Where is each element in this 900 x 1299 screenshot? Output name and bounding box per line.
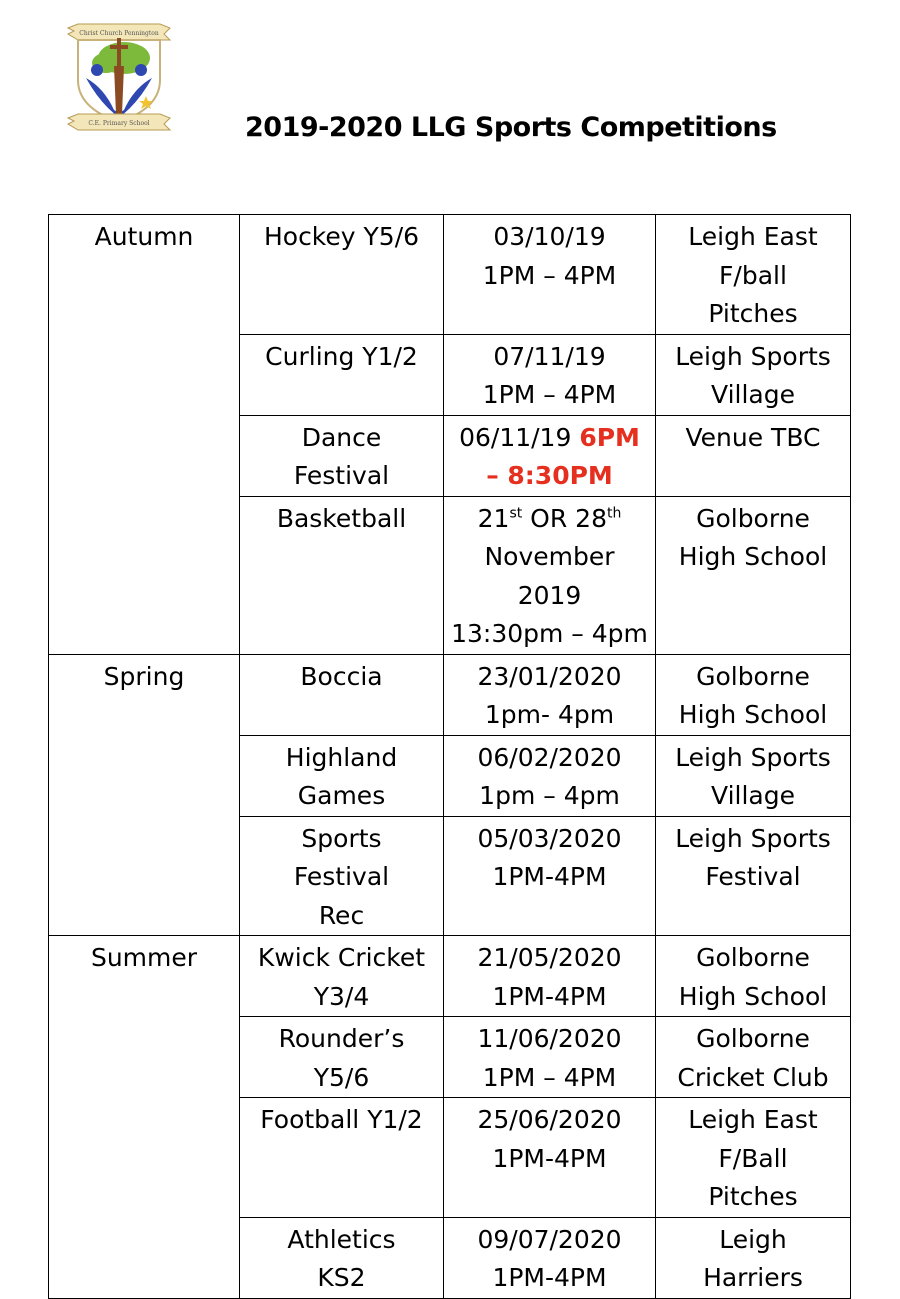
venue-text: Harriers — [703, 1263, 803, 1292]
date-cell — [444, 215, 656, 335]
venue-text: Leigh Sports — [675, 823, 831, 853]
venue-text: Leigh East — [688, 1105, 818, 1134]
time-text: 1PM – 4PM — [482, 380, 617, 409]
school-crest-logo — [64, 18, 174, 136]
ordinal-suffix: th — [607, 505, 622, 522]
date-cell — [444, 1217, 656, 1298]
venue-text: Golborne — [696, 661, 810, 691]
season-label: Summer — [90, 943, 198, 972]
venue-text: F/ball — [719, 260, 787, 290]
table-row — [49, 654, 851, 735]
date-text: 21/05/2020 — [477, 943, 622, 972]
event-label: Athletics — [287, 1224, 396, 1254]
venue-text: Leigh — [719, 1224, 787, 1254]
venue-cell — [656, 936, 851, 1017]
competitions-table — [48, 214, 851, 1299]
event-label: Rec — [318, 900, 365, 930]
venue-text: Pitches — [708, 1182, 798, 1211]
crest-banner-bottom: C.E. Primary School — [88, 120, 150, 127]
time-highlight: 6PM — [579, 422, 640, 452]
venue-text: Golborne — [696, 1024, 810, 1053]
venue-text: Festival — [705, 862, 801, 891]
event-cell — [240, 215, 444, 335]
date-cell — [444, 334, 656, 415]
date-part: OR 28 — [522, 503, 607, 533]
venue-cell — [656, 496, 851, 654]
time-text: 1PM-4PM — [492, 981, 607, 1011]
venue-text: Village — [711, 380, 795, 409]
date-text: 23/01/2020 — [477, 661, 622, 691]
season-cell — [49, 654, 240, 936]
date-cell — [444, 1017, 656, 1098]
table-row — [49, 215, 851, 335]
time-highlight: – 8:30PM — [486, 461, 613, 490]
event-label: Boccia — [300, 661, 383, 691]
date-text: 11/06/2020 — [477, 1024, 622, 1053]
event-cell — [240, 1017, 444, 1098]
venue-text: Pitches — [708, 299, 798, 328]
event-label: Curling Y1/2 — [265, 341, 418, 371]
date-text: 03/10/19 — [493, 222, 606, 251]
event-label: Festival — [293, 461, 390, 490]
event-label: Rounder’s — [278, 1024, 405, 1053]
time-text: 1PM – 4PM — [482, 1062, 617, 1092]
venue-cell — [656, 215, 851, 335]
event-label: Festival — [293, 862, 390, 891]
event-cell — [240, 415, 444, 496]
event-label: Highland — [285, 742, 398, 772]
event-cell — [240, 735, 444, 816]
venue-text: Leigh East — [688, 222, 818, 251]
season-label: Autumn — [94, 222, 194, 251]
season-label: Spring — [103, 661, 185, 691]
venue-text: F/Ball — [718, 1143, 788, 1173]
date-text: 06/11/19 — [459, 422, 580, 452]
date-cell — [444, 654, 656, 735]
date-cell — [444, 496, 656, 654]
venue-cell — [656, 1098, 851, 1218]
venue-text: Village — [711, 781, 795, 810]
event-label: Kwick Cricket — [257, 943, 426, 972]
event-label: Football Y1/2 — [260, 1105, 423, 1134]
time-text: 1PM-4PM — [492, 862, 607, 891]
venue-cell — [656, 415, 851, 496]
event-label: Y5/6 — [313, 1062, 370, 1092]
venue-text: Golborne — [696, 503, 810, 533]
event-cell — [240, 816, 444, 936]
season-cell — [49, 215, 240, 655]
ordinal-suffix: st — [509, 505, 523, 522]
venue-cell — [656, 1217, 851, 1298]
venue-text: High School — [678, 981, 828, 1011]
date-cell — [444, 816, 656, 936]
event-label: KS2 — [317, 1263, 366, 1292]
venue-text: Leigh Sports — [675, 742, 831, 772]
event-cell — [240, 1098, 444, 1218]
date-text: 07/11/19 — [493, 341, 606, 371]
venue-cell — [656, 735, 851, 816]
time-text: 1PM-4PM — [492, 1263, 607, 1292]
venue-text: High School — [678, 700, 828, 729]
time-text: 13:30pm – 4pm — [451, 619, 648, 648]
date-cell — [444, 415, 656, 496]
season-cell — [49, 936, 240, 1299]
time-text: 1pm- 4pm — [484, 700, 615, 729]
date-text: 05/03/2020 — [477, 823, 622, 853]
venue-text: Venue TBC — [685, 422, 821, 452]
event-cell — [240, 936, 444, 1017]
event-cell — [240, 1217, 444, 1298]
time-text: 1PM – 4PM — [482, 260, 617, 290]
event-cell — [240, 496, 444, 654]
date-text — [448, 500, 651, 539]
time-text: 1PM-4PM — [492, 1143, 607, 1173]
crest-banner-top: Christ Church Pennington — [79, 30, 159, 37]
date-text: 06/02/2020 — [477, 742, 622, 772]
event-cell — [240, 334, 444, 415]
date-text: 25/06/2020 — [477, 1105, 622, 1134]
venue-text: Golborne — [696, 943, 810, 972]
venue-text: Cricket Club — [677, 1062, 829, 1092]
date-text: 09/07/2020 — [477, 1224, 622, 1254]
venue-text: Leigh Sports — [675, 341, 831, 371]
venue-cell — [656, 654, 851, 735]
table-row — [49, 936, 851, 1017]
event-label: Dance — [301, 422, 382, 452]
time-text: 1pm – 4pm — [479, 781, 620, 810]
event-label: Sports — [301, 823, 382, 853]
page-title: 2019-2020 LLG Sports Competitions — [245, 112, 777, 143]
date-cell — [444, 735, 656, 816]
date-text: November — [484, 542, 615, 571]
date-part: 21 — [477, 503, 510, 533]
event-label: Y3/4 — [313, 981, 370, 1011]
date-cell — [444, 936, 656, 1017]
event-label: Basketball — [276, 503, 407, 533]
event-label: Hockey Y5/6 — [263, 222, 420, 251]
venue-cell — [656, 334, 851, 415]
date-text: 2019 — [517, 580, 582, 610]
event-cell — [240, 654, 444, 735]
event-label: Games — [297, 781, 386, 810]
venue-cell — [656, 816, 851, 936]
venue-text: High School — [678, 542, 828, 571]
venue-cell — [656, 1017, 851, 1098]
date-cell — [444, 1098, 656, 1218]
